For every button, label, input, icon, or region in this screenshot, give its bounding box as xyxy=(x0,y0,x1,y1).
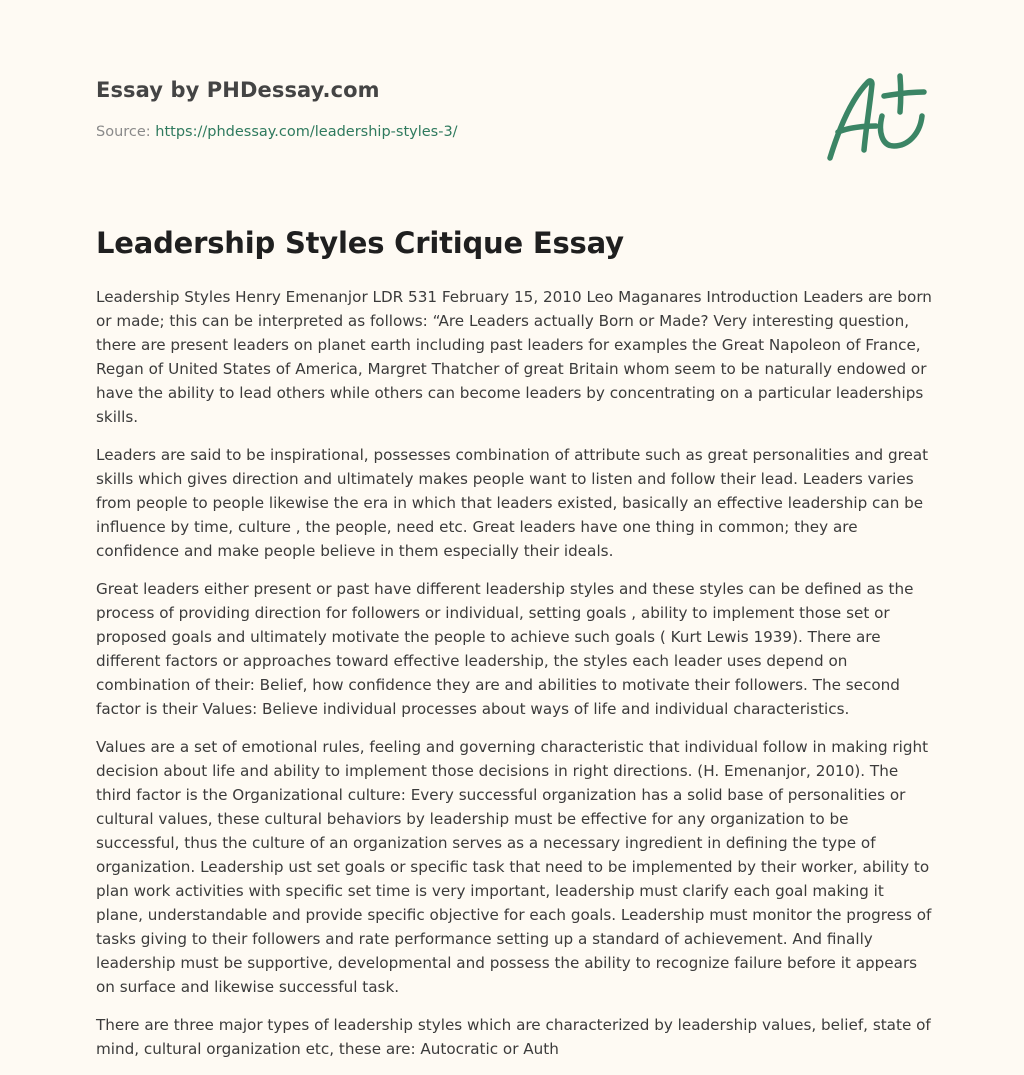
essay-paragraph: There are three major types of leadership styles which are characterized by leadership values, belief, state of mind, cultural organization etc, these are: Autocratic or Auth xyxy=(96,1016,931,1058)
logo-stroke-u xyxy=(881,116,923,146)
essay-paragraph: Great leaders either present or past have different leadership styles and these styles can be defined as the process of providing direction for followers or individual, setting goals , ability to implement those set or proposed goals and ultimately motivate the people to achieve such goals ( Kurt Lewis 1939). There are different factors or approaches toward effective leadership, the styles each leader uses depend on combination of their: Belief, how confidence they are and abilities to motivate their followers. The second factor is their Values: Believe individual processes about ways of life and individual characteristics. xyxy=(96,580,914,718)
logo-stroke-a-left xyxy=(830,81,872,158)
essay-paragraph: Values are a set of emotional rules, feeling and governing characteristic that individual follow in making right decision about life and ability to implement those decisions in right directions. (H. Emenanjor, 2010). The third factor is the Organizational culture: Every successful organization has a solid base of personalities or cultural values, these cultural behaviors by leadership must be effective for any organization to be successful, thus the culture of an organization serves as a necessary ingredient in defining the type of organization. Leadership ust set goals or specific task that need to be implemented by their worker, ability to plan work activities with specific set time is very important, leadership must clarify each goal making it plane, understandable and provide specific objective for each goals. Leadership must monitor the progress of tasks giving to their followers and rate performance setting up a standard of achievement. And finally leadership must be supportive, developmental and possess the ability to recognize failure before it appears on surface and likewise successful task. xyxy=(96,738,932,996)
source-label: Source: xyxy=(96,124,151,140)
essay-content xyxy=(96,285,934,1075)
a-plus-logo-icon xyxy=(824,70,928,162)
logo-stroke-plus-horizontal xyxy=(884,92,924,96)
source-link[interactable]: https://phdessay.com/leadership-styles-3/ xyxy=(155,124,458,140)
site-title: Essay by PHDessay.com xyxy=(96,78,380,102)
essay-title: Leadership Styles Critique Essay xyxy=(96,226,624,260)
essay-paragraph: Leaders are said to be inspirational, possesses combination of attribute such as great personalities and great skills which gives direction and ultimately makes people want to listen and follow their lead. Leaders varies from people to people likewise the era in which that leaders existed, basically an effective leadership can be influence by time, culture , the people, need etc. Great leaders have one thing in common; they are confidence and make people believe in them especially their ideals. xyxy=(96,446,929,560)
essay-paragraph: Leadership Styles Henry Emenanjor LDR 531 February 15, 2010 Leo Maganares Introduction Leaders are born or made; this can be interpreted as follows: “Are Leaders actually Born or Made? Very interesting question, there are present leaders on planet earth including past leaders for examples the Great Napoleon of France, Regan of United States of America, Margret Thatcher of great Britain whom seem to be naturally endowed or have the ability to lead others while others can become leaders by concentrating on a particular leaderships skills. xyxy=(96,288,932,426)
source-line xyxy=(96,124,458,140)
